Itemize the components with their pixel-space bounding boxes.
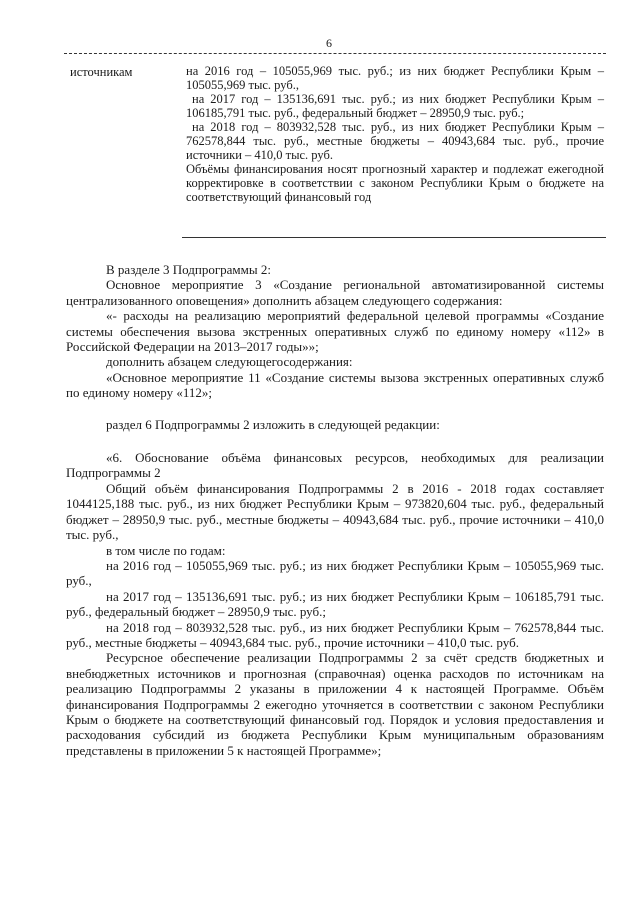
- paragraph: Ресурсное обеспечение реализации Подпрограммы 2 за счёт средств бюджетных и внебюджетных источников и прогнозная (справочная) оценка расходов по источникам на реализацию Подпрограммы 2 указаны в приложении 4 к настоящей Программе. Объём финансирования Подпрограммы 2 ежегодно уточняется в соответствии с законом Республики Крым о бюджете на соответствующий финансовый год. Порядок и условия предоставления и расходования субсидий из бюджета Республики Крым муниципальным образованиям представлены в приложении 5 к настоящей Программе»;: [66, 650, 604, 758]
- table-line-2017: на 2017 год – 135136,691 тыс. руб.; из них бюджет Республики Крым – 106185,791 тыс. руб., федеральный бюджет – 28950,9 тыс. руб.;: [186, 92, 604, 120]
- table-line-2016: на 2016 год – 105055,969 тыс. руб.; из них бюджет Республики Крым – 105055,969 тыс. руб.,: [186, 64, 604, 92]
- paragraph: раздел 6 Подпрограммы 2 изложить в следующей редакции:: [106, 416, 440, 432]
- paragraph: на 2018 год – 803932,528 тыс. руб., из них бюджет Республики Крым – 762578,844 тыс. руб., местные бюджеты – 40943,684 тыс. руб., прочие источники – 410,0 тыс. руб.: [66, 619, 604, 650]
- paragraph: Общий объём финансирования Подпрограммы 2 в 2016 - 2018 годах составляет 1044125,188 тыс. руб., из них бюджет Республики Крым – 973820,604 тыс. руб., федеральный бюджет – 28950,9 тыс. руб., местные бюджеты – 40943,684 тыс. руб., прочие источники – 410,0 тыс. руб.,: [66, 480, 604, 543]
- paragraph: на 2017 год – 135136,691 тыс. руб.; из них бюджет Республики Крым – 106185,791 тыс. руб., федеральный бюджет – 28950,9 тыс. руб.;: [66, 588, 604, 620]
- paragraph: Основное мероприятие 3 «Создание региональной автоматизированной системы централизованного оповещения» дополнить абзацем следующего содержания:: [66, 277, 604, 308]
- paragraph: В разделе 3 Подпрограммы 2:: [106, 262, 271, 277]
- funding-table-fragment: [64, 53, 606, 237]
- table-left-label: источникам: [70, 65, 133, 79]
- paragraph: на 2016 год – 105055,969 тыс. руб.; из них бюджет Республики Крым – 105055,969 тыс. руб.,: [66, 557, 604, 589]
- document-body: [66, 262, 604, 758]
- paragraph: дополнить абзацем следующегосодержания:: [106, 354, 353, 370]
- paragraph: «Основное мероприятие 11 «Создание системы вызова экстренных оперативных служб по единому номеру «112»;: [66, 369, 604, 401]
- page-number: 6: [326, 36, 332, 50]
- table-bottom-rule: [182, 237, 606, 238]
- section-heading: «6. Обоснование объёма финансовых ресурсов, необходимых для реализации Подпрограммы 2: [66, 450, 604, 481]
- paragraph: «- расходы на реализацию мероприятий федеральной целевой программы «Создание системы обеспечения вызова экстренных оперативных служб по единому номеру «112» в Российской Федерации на 2013–2017 годы»»;: [66, 308, 604, 355]
- table-top-rule: [64, 53, 606, 54]
- table-line-note: Объёмы финансирования носят прогнозный характер и подлежат ежегодной корректировке в соответствии с законом Республики Крым о бюджете на соответствующий финансовый год: [186, 162, 604, 204]
- table-line-2018: на 2018 год – 803932,528 тыс. руб., из них бюджет Республики Крым – 762578,844 тыс. руб., местные бюджеты – 40943,684 тыс. руб., прочие источники – 410,0 тыс. руб.: [186, 120, 604, 162]
- table-right-column: [186, 64, 604, 204]
- paragraph: в том числе по годам:: [106, 542, 226, 558]
